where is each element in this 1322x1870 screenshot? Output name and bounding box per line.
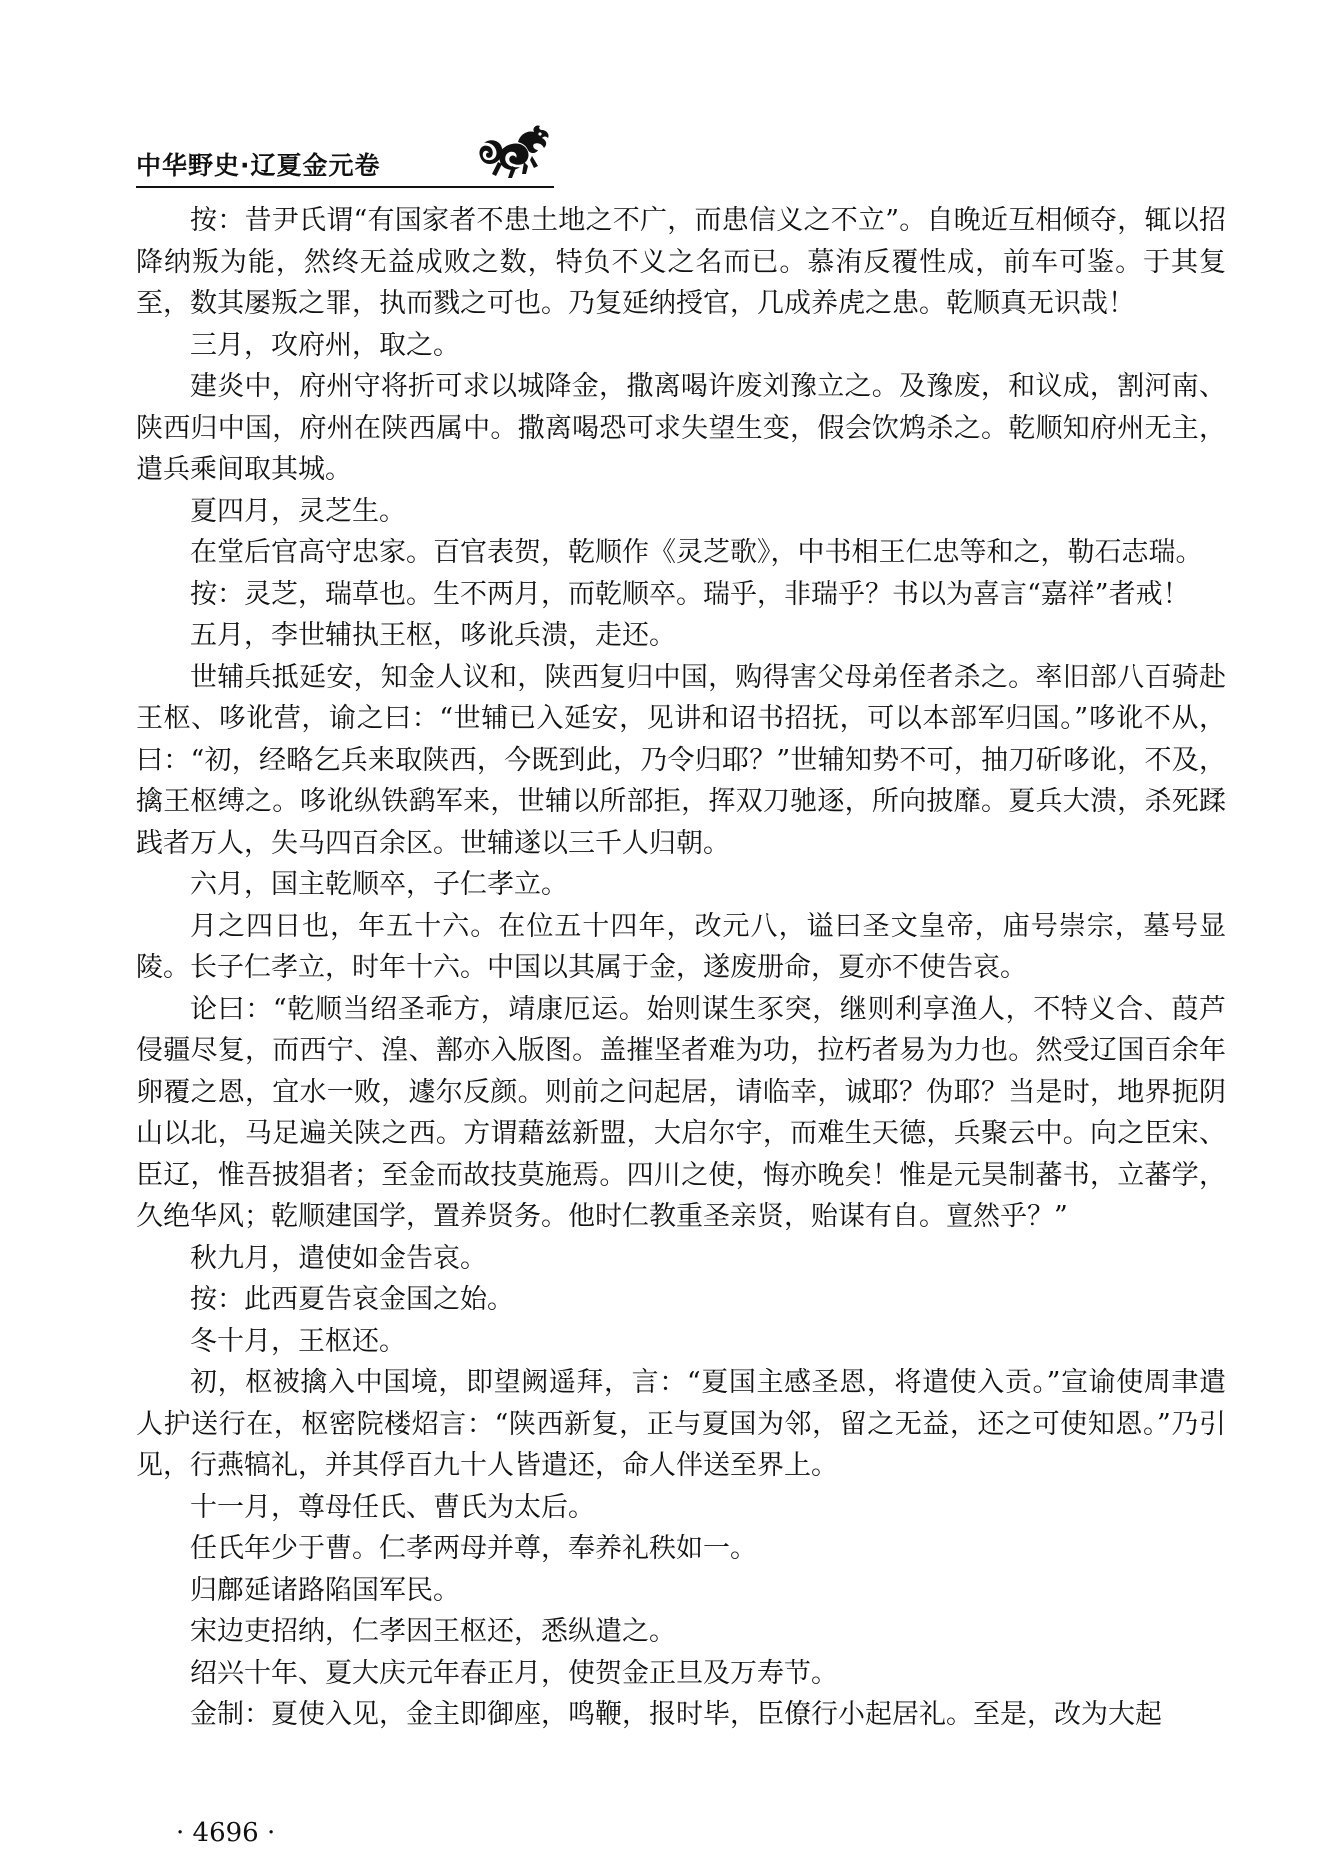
paragraph: 十一月，尊母任氏、曹氏为太后。 — [190, 1491, 595, 1523]
paragraph: 月之四日也，年五十六。在位五十四年，改元八，谥曰圣文皇帝，庙号崇宗，墓号显陵。长子仁孝立，时年十六。中国以其属于金，遂废册命，夏亦不使告哀。 — [136, 910, 1226, 983]
paragraph: 冬十月，王枢还。 — [190, 1325, 406, 1357]
paragraph: 按：此西夏告哀金国之始。 — [190, 1284, 514, 1315]
running-header — [136, 122, 554, 190]
paragraph: 按：灵芝，瑞草也。生不两月，而乾顺卒。瑞乎，非瑞乎？书以为喜言“嘉祥”者戒！ — [190, 578, 1190, 610]
paragraph: 夏四月，灵芝生。 — [190, 495, 406, 527]
paragraph: 宋边吏招纳，仁孝因王枢还，悉纵遣之。 — [190, 1616, 676, 1647]
paragraph: 论曰：“乾顺当绍圣乖方，靖康厄运。始则谋生豕突，继则利享渔人，不特义合、葭芦侵疆尽复，而西宁、湟、鄯亦入版图。盖摧坚者难为功，拉朽者易为力也。然受辽国百余年卵覆之恩，宜水一败，遽尔反颜。则前之问起居，请临幸，诚耶？伪耶？当是时，地界扼阴山以北，马足遍关陕之西。方谓藉兹新盟，大启尔宇，而难生天德，兵聚云中。向之臣宋、臣辽，惟吾披猖者；至金而故技莫施焉。四川之使，悔亦晚矣！惟是元昊制蕃书，立蕃学，久绝华风；乾顺建国学，置养贤务。他时仁教重圣亲贤，贻谋有自。亶然乎？” — [136, 993, 1226, 1232]
book-title: 中华野史·辽夏金元卷 — [136, 151, 381, 180]
paragraph: 归鄜延诸路陷国军民。 — [190, 1574, 460, 1606]
paragraph: 三月，攻府州，取之。 — [190, 329, 460, 361]
paragraph: 金制：夏使入见，金主即御座，鸣鞭，报时毕，臣僚行小起居礼。至是，改为大起 — [190, 1699, 1162, 1730]
paragraph: 六月，国主乾顺卒，子仁孝立。 — [190, 869, 568, 900]
paragraph: 在堂后官高守忠家。百官表贺，乾顺作《灵芝歌》，中书相王仁忠等和之，勒石志瑞。 — [190, 537, 1203, 568]
paragraph: 任氏年少于曹。仁孝两母并尊，奉养礼秩如一。 — [190, 1533, 757, 1564]
body-text — [136, 200, 1226, 1736]
paragraph: 绍兴十年、夏大庆元年春正月，使贺金正旦及万寿节。 — [190, 1657, 838, 1689]
paragraph: 按：昔尹氏谓“有国家者不患土地之不广，而患信义之不立”。自晚近互相倾夺，辄以招降纳叛为能，然终无益成败之数，特负不义之名而已。慕洧反覆性成，前车可鉴。于其复至，数其屡叛之罪，执而戮之可也。乃复延纳授官，几成养虎之患。乾顺真无识哉！ — [136, 205, 1226, 319]
page-number: · 4696 · — [176, 1818, 276, 1848]
paragraph: 秋九月，遣使如金告哀。 — [190, 1242, 487, 1274]
header-rule — [136, 186, 554, 188]
paragraph: 世辅兵抵延安，知金人议和，陕西复归中国，购得害父母弟侄者杀之。率旧部八百骑赴王枢、哆讹营，谕之曰：“世辅已入延安，见讲和诏书招抚，可以本部军归国。”哆讹不从，曰：“初，经略乞兵来取陕西，今既到此，乃令归耶？”世辅知势不可，抽刀斫哆讹，不及，擒王枢缚之。哆讹纵铁鹞军来，世辅以所部拒，挥双刀驰逐，所向披靡。夏兵大溃，杀死蹂践者万人，失马四百余区。世辅遂以三千人归朝。 — [136, 661, 1226, 859]
dragon-emblem-icon — [474, 122, 554, 186]
paragraph: 建炎中，府州守将折可求以城降金，撒离喝许废刘豫立之。及豫废，和议成，割河南、陕西归中国，府州在陕西属中。撒离喝恐可求失望生变，假会饮鸩杀之。乾顺知府州无主，遣兵乘间取其城。 — [136, 371, 1226, 485]
paragraph: 初，枢被擒入中国境，即望阙遥拜，言：“夏国主感圣恩，将遣使入贡。”宣谕使周聿遣人护送行在，枢密院楼炤言：“陕西新复，正与夏国为邻，留之无益，还之可使知恩。”乃引见，行燕犒礼，并其俘百九十人皆遣还，命人伴送至界上。 — [136, 1367, 1226, 1481]
paragraph: 五月，李世辅执王枢，哆讹兵溃，走还。 — [190, 620, 676, 651]
